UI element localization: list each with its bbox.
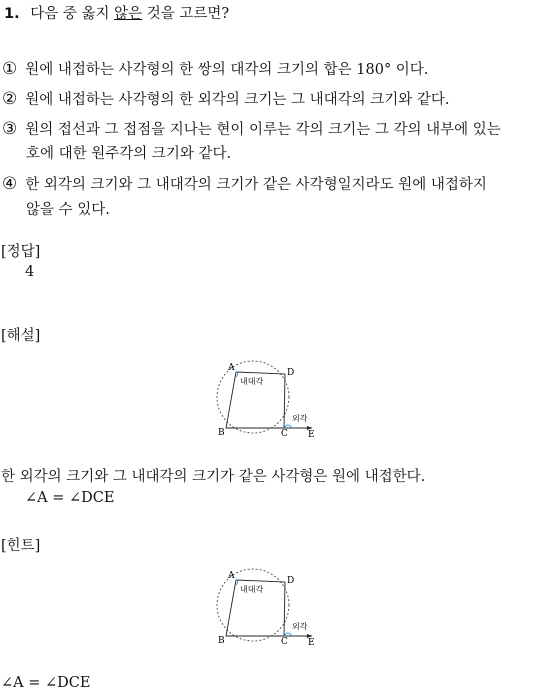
point-e-label: E [308, 638, 315, 648]
answer-label: [정답] [1, 244, 41, 260]
choice-4-text-line1: 한 외각의 크기와 그 내대각의 크기가 같은 사각형일지라도 원에 내접하지 [25, 177, 487, 193]
choice-3-marker: ③ [2, 119, 18, 139]
choice-2-text: 원에 내접하는 사각형의 한 외각의 크기는 그 내대각의 크기와 같다. [25, 92, 450, 108]
explanation-text: 한 외각의 크기와 그 내대각의 크기가 같은 사각형은 원에 내접한다. [1, 469, 426, 485]
point-b-label: B [218, 636, 225, 646]
choice-2[interactable] [2, 88, 450, 109]
explanation-label: [해설] [1, 328, 41, 344]
explanation-formula: ∠A = ∠DCE [25, 490, 115, 506]
choice-4-marker: ④ [2, 174, 18, 194]
choice-1-marker: ① [2, 59, 18, 79]
choice-4-text-line2: 않을 수 있다. [26, 202, 110, 218]
inner-angle-arc [236, 372, 238, 377]
choice-4[interactable] [2, 173, 487, 194]
outer-angle-label: 외각 [292, 622, 308, 631]
inner-angle-label: 내대각 [240, 585, 264, 594]
point-e-label: E [308, 430, 315, 440]
point-d-label: D [287, 368, 295, 378]
point-d-label: D [287, 576, 295, 586]
question-stem [4, 2, 229, 23]
choice-3[interactable] [2, 118, 501, 139]
answer-value: 4 [25, 264, 35, 280]
question-text-underlined: 않은 [114, 6, 143, 22]
question-text-after: 것을 고르면? [142, 6, 230, 22]
choice-3-line2 [26, 142, 231, 163]
explanation-figure [212, 360, 322, 440]
choice-2-marker: ② [2, 89, 18, 109]
point-c-label: C [281, 429, 288, 439]
choice-3-text-line1: 원의 접선과 그 접점을 지나는 현이 이루는 각의 크기는 그 각의 내부에 있는 [25, 122, 501, 138]
outer-angle-arc [284, 633, 292, 636]
outer-angle-label: 외각 [292, 414, 308, 423]
hint-label: [힌트] [1, 538, 41, 554]
point-b-label: B [218, 428, 225, 438]
outer-angle-arc [284, 425, 292, 428]
inner-angle-arc [236, 580, 238, 585]
hint-figure [212, 568, 322, 648]
inner-angle-label: 내대각 [240, 377, 264, 386]
point-c-label: C [281, 637, 288, 647]
question-number: 1. [4, 6, 20, 22]
point-a-label: A [228, 363, 235, 373]
choice-4-line2 [26, 198, 110, 219]
hint-formula: ∠A = ∠DCE [1, 675, 91, 691]
point-a-label: A [228, 571, 235, 581]
choice-3-text-line2: 호에 대한 원주각의 크기와 같다. [26, 146, 232, 162]
question-text-before: 다음 중 옳지 [30, 6, 115, 22]
choice-1[interactable] [2, 58, 428, 79]
choice-1-text: 원에 내접하는 사각형의 한 쌍의 대각의 크기의 합은 180° 이다. [25, 62, 429, 78]
